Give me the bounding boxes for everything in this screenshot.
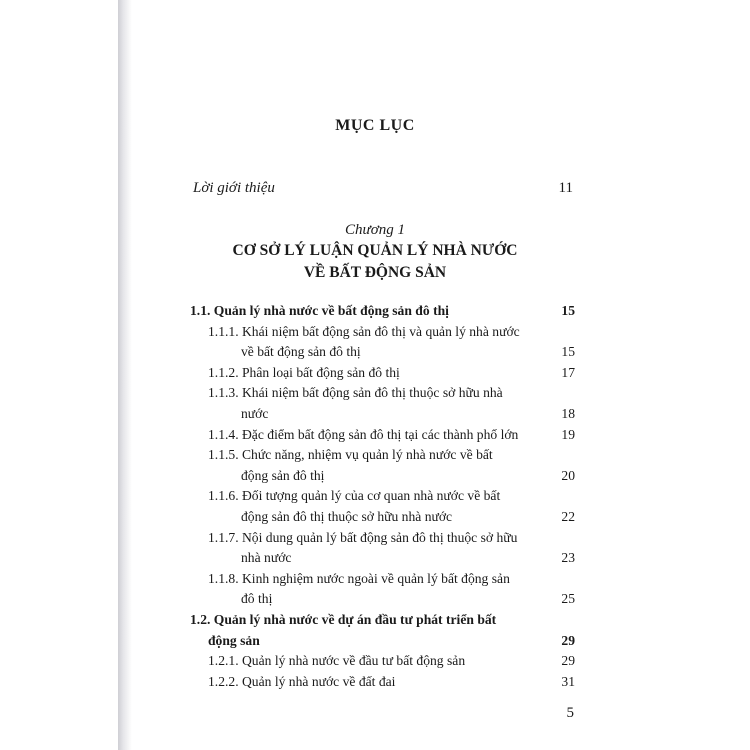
toc-entry-text: 1.1.7. Nội dung quản lý bất động sản đô thị thuộc sở hữu (208, 529, 518, 545)
toc-subsection-entry (190, 528, 575, 569)
toc-entry-page: 18 (561, 405, 575, 421)
toc-section-entry (190, 610, 575, 651)
toc-entry-page: 25 (561, 591, 575, 607)
toc-subsection-entry (190, 569, 575, 610)
toc-subsection-entry (190, 425, 575, 446)
toc-intro-page: 11 (558, 180, 573, 196)
toc-subsection-entry (190, 363, 575, 384)
toc-list (190, 301, 575, 692)
toc-entry-text-continued: về bất động sản đô thị (241, 344, 361, 360)
toc-entry-text: 1.1.4. Đặc điểm bất động sản đô thị tại các thành phố lớn (208, 426, 519, 442)
page-number: 5 (566, 705, 574, 721)
toc-entry-text-continued: động sản đô thị thuộc sở hữu nhà nước (241, 508, 453, 524)
toc-entry-text: 1.2.2. Quản lý nhà nước về đất đai (208, 673, 396, 689)
toc-entry-text: 1.1.6. Đối tượng quản lý của cơ quan nhà nước về bất (208, 488, 501, 504)
toc-entry-text: 1.1.2. Phân loại bất động sản đô thị (208, 364, 400, 380)
toc-intro-entry (193, 180, 573, 197)
toc-entry-page: 15 (561, 303, 575, 318)
page-left-margin (0, 0, 118, 750)
toc-entry-text: 1.1.3. Khái niệm bất động sản đô thị thuộc sở hữu nhà (208, 385, 503, 401)
toc-entry-text: 1.1.8. Kinh nghiệm nước ngoài về quản lý bất động sản (208, 570, 510, 586)
toc-title: MỤC LỤC (335, 117, 415, 134)
toc-intro-label: Lời giới thiệu (193, 180, 275, 196)
toc-entry-text-continued: nước (241, 405, 269, 421)
toc-entry-text-continued: động sản (208, 632, 260, 648)
chapter-title-line2: VỀ BẤT ĐỘNG SẢN (303, 264, 447, 281)
toc-entry-text-continued: động sản đô thị (241, 467, 325, 483)
toc-subsection-entry (190, 383, 575, 424)
toc-entry-text: 1.2.1. Quản lý nhà nước về đầu tư bất động sản (208, 653, 466, 669)
toc-entry-text: 1.1.5. Chức năng, nhiệm vụ quản lý nhà nước về bất (208, 447, 493, 463)
toc-subsection-entry (190, 445, 575, 486)
toc-entry-page: 17 (561, 364, 575, 380)
toc-entry-page: 19 (561, 426, 575, 442)
toc-subsection-entry (190, 486, 575, 527)
chapter-label: Chương 1 (345, 222, 405, 238)
toc-entry-page: 22 (561, 508, 575, 524)
toc-entry-page: 29 (561, 632, 575, 648)
toc-entry-text: 1.1. Quản lý nhà nước về bất động sản đô thị (190, 303, 449, 318)
toc-entry-text: 1.2. Quản lý nhà nước về dự án đầu tư phát triển bất (190, 611, 497, 627)
toc-entry-text: 1.1.1. Khái niệm bất động sản đô thị và quản lý nhà nước (208, 323, 520, 339)
toc-subsection-entry (190, 322, 575, 363)
toc-subsection-entry (190, 672, 575, 693)
toc-subsection-entry (190, 651, 575, 672)
toc-section-entry (190, 301, 575, 322)
book-spine-shadow (118, 0, 132, 750)
toc-entry-text-continued: đô thị (241, 591, 273, 607)
toc-entry-text-continued: nhà nước (241, 550, 292, 566)
toc-entry-page: 31 (561, 673, 575, 689)
toc-entry-page: 20 (561, 467, 575, 483)
toc-entry-page: 15 (561, 344, 575, 360)
chapter-title-line1: CƠ SỞ LÝ LUẬN QUẢN LÝ NHÀ NƯỚC (232, 242, 518, 259)
toc-entry-page: 23 (561, 550, 575, 566)
toc-entry-page: 29 (561, 653, 575, 669)
